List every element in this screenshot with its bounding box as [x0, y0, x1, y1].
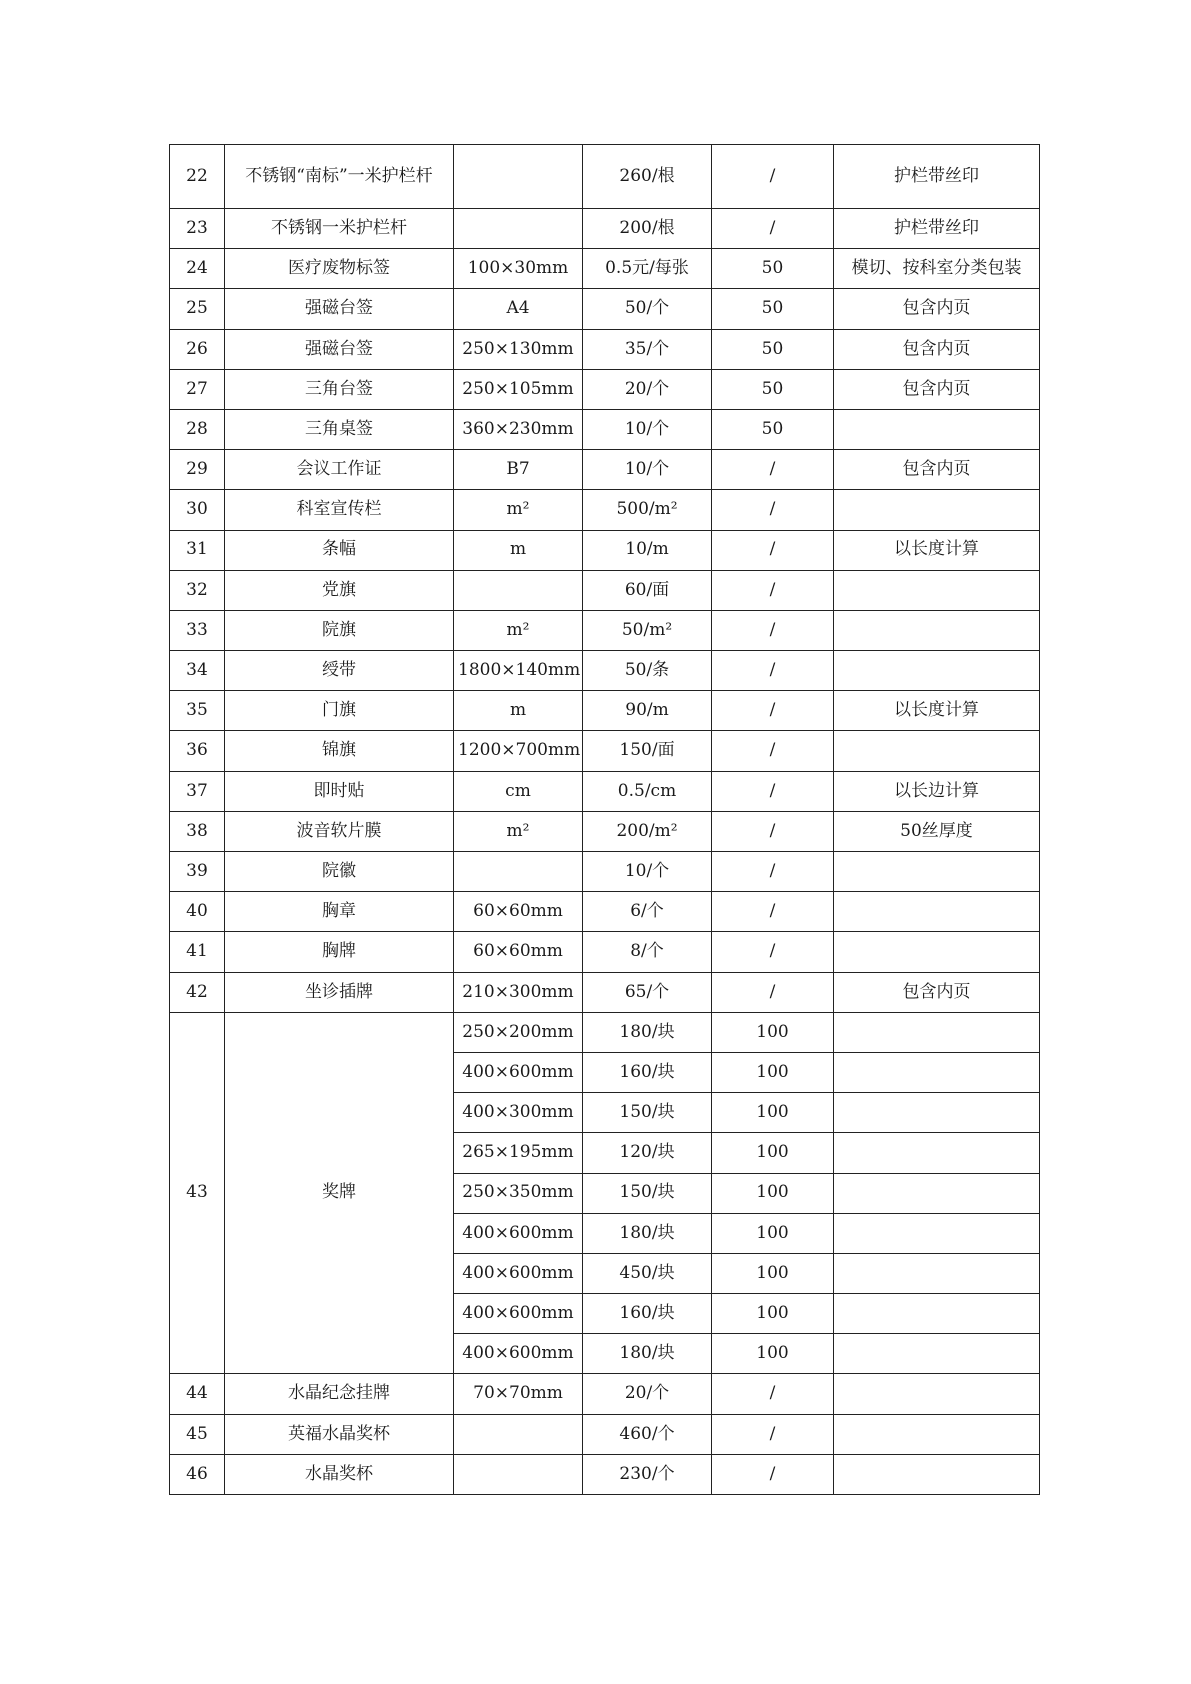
- cell-no: 32: [170, 570, 225, 610]
- cell-no: 37: [170, 771, 225, 811]
- cell-note: [834, 852, 1040, 892]
- table-row: [170, 892, 1040, 932]
- cell-spec: 1800×140mm: [454, 651, 583, 691]
- cell-price: 180/块: [583, 1213, 712, 1253]
- cell-spec: 400×600mm: [454, 1213, 583, 1253]
- cell-spec: [454, 852, 583, 892]
- table-row: [170, 972, 1040, 1012]
- cell-note: [834, 1334, 1040, 1374]
- cell-no: 26: [170, 329, 225, 369]
- cell-qty: 100: [712, 1012, 834, 1052]
- cell-name: 胸牌: [225, 932, 454, 972]
- cell-spec: m²: [454, 490, 583, 530]
- cell-no: 28: [170, 409, 225, 449]
- cell-name: 绶带: [225, 651, 454, 691]
- cell-price: 120/块: [583, 1133, 712, 1173]
- cell-note: 包含内页: [834, 329, 1040, 369]
- cell-price: 150/面: [583, 731, 712, 771]
- cell-qty: 50: [712, 289, 834, 329]
- cell-spec: [454, 570, 583, 610]
- table-row: [170, 932, 1040, 972]
- cell-note: [834, 610, 1040, 650]
- cell-note: [834, 409, 1040, 449]
- cell-qty: 50: [712, 409, 834, 449]
- cell-price: 50/个: [583, 289, 712, 329]
- cell-qty: /: [712, 570, 834, 610]
- cell-price: 180/块: [583, 1334, 712, 1374]
- cell-qty: /: [712, 209, 834, 249]
- cell-price: 260/根: [583, 145, 712, 209]
- cell-name: 医疗废物标签: [225, 249, 454, 289]
- cell-price: 180/块: [583, 1012, 712, 1052]
- cell-price: 20/个: [583, 369, 712, 409]
- cell-name: 奖牌: [225, 1012, 454, 1374]
- cell-name: 水晶纪念挂牌: [225, 1374, 454, 1414]
- cell-note: 包含内页: [834, 369, 1040, 409]
- table-row: [170, 145, 1040, 209]
- cell-price: 90/m: [583, 691, 712, 731]
- cell-price: 50/m²: [583, 610, 712, 650]
- cell-no: 31: [170, 530, 225, 570]
- cell-price: 10/个: [583, 409, 712, 449]
- cell-name: 院徽: [225, 852, 454, 892]
- cell-spec: 1200×700mm: [454, 731, 583, 771]
- cell-qty: /: [712, 892, 834, 932]
- cell-price: 160/块: [583, 1294, 712, 1334]
- cell-qty: 100: [712, 1133, 834, 1173]
- cell-qty: 50: [712, 249, 834, 289]
- cell-price: 10/个: [583, 450, 712, 490]
- cell-qty: 100: [712, 1173, 834, 1213]
- cell-name: 不锈钢一米护栏杆: [225, 209, 454, 249]
- cell-spec: [454, 145, 583, 209]
- cell-no: 40: [170, 892, 225, 932]
- cell-price: 150/块: [583, 1173, 712, 1213]
- cell-note: 护栏带丝印: [834, 209, 1040, 249]
- cell-qty: 50: [712, 369, 834, 409]
- cell-no: 30: [170, 490, 225, 530]
- cell-price: 50/条: [583, 651, 712, 691]
- cell-spec: 400×600mm: [454, 1253, 583, 1293]
- cell-spec: 400×600mm: [454, 1334, 583, 1374]
- table-row: [170, 771, 1040, 811]
- cell-no: 42: [170, 972, 225, 1012]
- cell-price: 65/个: [583, 972, 712, 1012]
- cell-qty: 100: [712, 1294, 834, 1334]
- price-table: [169, 144, 1040, 1495]
- cell-price: 20/个: [583, 1374, 712, 1414]
- table-row: [170, 651, 1040, 691]
- cell-note: 包含内页: [834, 972, 1040, 1012]
- cell-name: 党旗: [225, 570, 454, 610]
- table-row: [170, 209, 1040, 249]
- cell-name: 条幅: [225, 530, 454, 570]
- table-row: [170, 289, 1040, 329]
- cell-note: 模切、按科室分类包装: [834, 249, 1040, 289]
- cell-note: 包含内页: [834, 450, 1040, 490]
- cell-qty: /: [712, 932, 834, 972]
- cell-note: [834, 1454, 1040, 1494]
- cell-no: 22: [170, 145, 225, 209]
- cell-qty: 100: [712, 1052, 834, 1092]
- cell-spec: [454, 1414, 583, 1454]
- cell-spec: 400×600mm: [454, 1294, 583, 1334]
- cell-name: 胸章: [225, 892, 454, 932]
- cell-spec: 360×230mm: [454, 409, 583, 449]
- cell-spec: m²: [454, 610, 583, 650]
- cell-name: 波音软片膜: [225, 811, 454, 851]
- cell-qty: /: [712, 490, 834, 530]
- cell-note: 以长度计算: [834, 530, 1040, 570]
- cell-note: 50丝厚度: [834, 811, 1040, 851]
- cell-qty: /: [712, 811, 834, 851]
- cell-qty: /: [712, 691, 834, 731]
- cell-qty: 100: [712, 1213, 834, 1253]
- cell-no: 36: [170, 731, 225, 771]
- cell-no: 34: [170, 651, 225, 691]
- cell-note: [834, 1253, 1040, 1293]
- cell-spec: [454, 209, 583, 249]
- cell-qty: /: [712, 1374, 834, 1414]
- cell-qty: 50: [712, 329, 834, 369]
- cell-price: 230/个: [583, 1454, 712, 1494]
- cell-spec: [454, 1454, 583, 1494]
- cell-no: 27: [170, 369, 225, 409]
- cell-spec: 60×60mm: [454, 892, 583, 932]
- cell-spec: 400×600mm: [454, 1052, 583, 1092]
- cell-name: 三角台签: [225, 369, 454, 409]
- cell-price: 35/个: [583, 329, 712, 369]
- cell-note: [834, 1012, 1040, 1052]
- cell-spec: 70×70mm: [454, 1374, 583, 1414]
- cell-note: [834, 1093, 1040, 1133]
- cell-price: 10/m: [583, 530, 712, 570]
- cell-spec: 60×60mm: [454, 932, 583, 972]
- cell-name: 英福水晶奖杯: [225, 1414, 454, 1454]
- table-row: [170, 570, 1040, 610]
- cell-no: 25: [170, 289, 225, 329]
- table-row: [170, 610, 1040, 650]
- cell-no: 39: [170, 852, 225, 892]
- cell-name: 科室宣传栏: [225, 490, 454, 530]
- table-body: [170, 145, 1040, 1495]
- table-row: [170, 852, 1040, 892]
- cell-spec: cm: [454, 771, 583, 811]
- cell-price: 10/个: [583, 852, 712, 892]
- cell-spec: m: [454, 530, 583, 570]
- cell-price: 500/m²: [583, 490, 712, 530]
- cell-name: 锦旗: [225, 731, 454, 771]
- table-row: [170, 811, 1040, 851]
- cell-no: 35: [170, 691, 225, 731]
- table-row: [170, 1414, 1040, 1454]
- cell-qty: 100: [712, 1093, 834, 1133]
- cell-note: [834, 1294, 1040, 1334]
- cell-name: 三角桌签: [225, 409, 454, 449]
- cell-spec: 250×200mm: [454, 1012, 583, 1052]
- cell-spec: 210×300mm: [454, 972, 583, 1012]
- cell-note: [834, 892, 1040, 932]
- cell-name: 强磁台签: [225, 329, 454, 369]
- cell-qty: /: [712, 852, 834, 892]
- table-row-group-first: [170, 1012, 1040, 1052]
- cell-note: [834, 932, 1040, 972]
- table-row: [170, 691, 1040, 731]
- cell-no: 38: [170, 811, 225, 851]
- cell-qty: /: [712, 731, 834, 771]
- cell-qty: 100: [712, 1253, 834, 1293]
- cell-spec: 250×105mm: [454, 369, 583, 409]
- cell-note: [834, 1133, 1040, 1173]
- cell-note: [834, 1213, 1040, 1253]
- cell-qty: /: [712, 1454, 834, 1494]
- cell-note: [834, 1414, 1040, 1454]
- cell-name: 会议工作证: [225, 450, 454, 490]
- cell-price: 150/块: [583, 1093, 712, 1133]
- cell-spec: B7: [454, 450, 583, 490]
- cell-no: 23: [170, 209, 225, 249]
- cell-no: 29: [170, 450, 225, 490]
- cell-no: 43: [170, 1012, 225, 1374]
- table-row: [170, 1454, 1040, 1494]
- cell-price: 0.5/cm: [583, 771, 712, 811]
- cell-note: 护栏带丝印: [834, 145, 1040, 209]
- table-row: [170, 490, 1040, 530]
- table-row: [170, 731, 1040, 771]
- cell-note: [834, 490, 1040, 530]
- cell-price: 60/面: [583, 570, 712, 610]
- table-row: [170, 450, 1040, 490]
- cell-price: 6/个: [583, 892, 712, 932]
- cell-no: 24: [170, 249, 225, 289]
- cell-qty: /: [712, 771, 834, 811]
- cell-note: [834, 1052, 1040, 1092]
- cell-price: 0.5元/每张: [583, 249, 712, 289]
- cell-spec: 100×30mm: [454, 249, 583, 289]
- cell-note: [834, 1173, 1040, 1213]
- cell-no: 45: [170, 1414, 225, 1454]
- cell-spec: 250×130mm: [454, 329, 583, 369]
- table-row: [170, 409, 1040, 449]
- cell-price: 460/个: [583, 1414, 712, 1454]
- cell-name: 即时贴: [225, 771, 454, 811]
- cell-note: [834, 1374, 1040, 1414]
- cell-name: 水晶奖杯: [225, 1454, 454, 1494]
- cell-note: 以长边计算: [834, 771, 1040, 811]
- cell-no: 41: [170, 932, 225, 972]
- cell-no: 44: [170, 1374, 225, 1414]
- cell-name: 坐诊插牌: [225, 972, 454, 1012]
- cell-qty: /: [712, 972, 834, 1012]
- table-row: [170, 1374, 1040, 1414]
- cell-price: 160/块: [583, 1052, 712, 1092]
- cell-note: 以长度计算: [834, 691, 1040, 731]
- cell-qty: /: [712, 610, 834, 650]
- cell-spec: 265×195mm: [454, 1133, 583, 1173]
- cell-no: 46: [170, 1454, 225, 1494]
- cell-price: 200/m²: [583, 811, 712, 851]
- cell-price: 8/个: [583, 932, 712, 972]
- cell-spec: m: [454, 691, 583, 731]
- table-row: [170, 249, 1040, 289]
- cell-qty: /: [712, 651, 834, 691]
- cell-qty: 100: [712, 1334, 834, 1374]
- cell-name: 强磁台签: [225, 289, 454, 329]
- cell-price: 200/根: [583, 209, 712, 249]
- cell-note: 包含内页: [834, 289, 1040, 329]
- table-row: [170, 369, 1040, 409]
- cell-name: 门旗: [225, 691, 454, 731]
- cell-qty: /: [712, 145, 834, 209]
- cell-note: [834, 570, 1040, 610]
- cell-qty: /: [712, 450, 834, 490]
- cell-name: 院旗: [225, 610, 454, 650]
- cell-name: 不锈钢“南标”一米护栏杆: [225, 145, 454, 209]
- cell-spec: A4: [454, 289, 583, 329]
- cell-spec: m²: [454, 811, 583, 851]
- cell-note: [834, 651, 1040, 691]
- cell-spec: 250×350mm: [454, 1173, 583, 1213]
- cell-note: [834, 731, 1040, 771]
- cell-qty: /: [712, 530, 834, 570]
- cell-spec: 400×300mm: [454, 1093, 583, 1133]
- cell-price: 450/块: [583, 1253, 712, 1293]
- table-row: [170, 530, 1040, 570]
- cell-qty: /: [712, 1414, 834, 1454]
- table-row: [170, 329, 1040, 369]
- cell-no: 33: [170, 610, 225, 650]
